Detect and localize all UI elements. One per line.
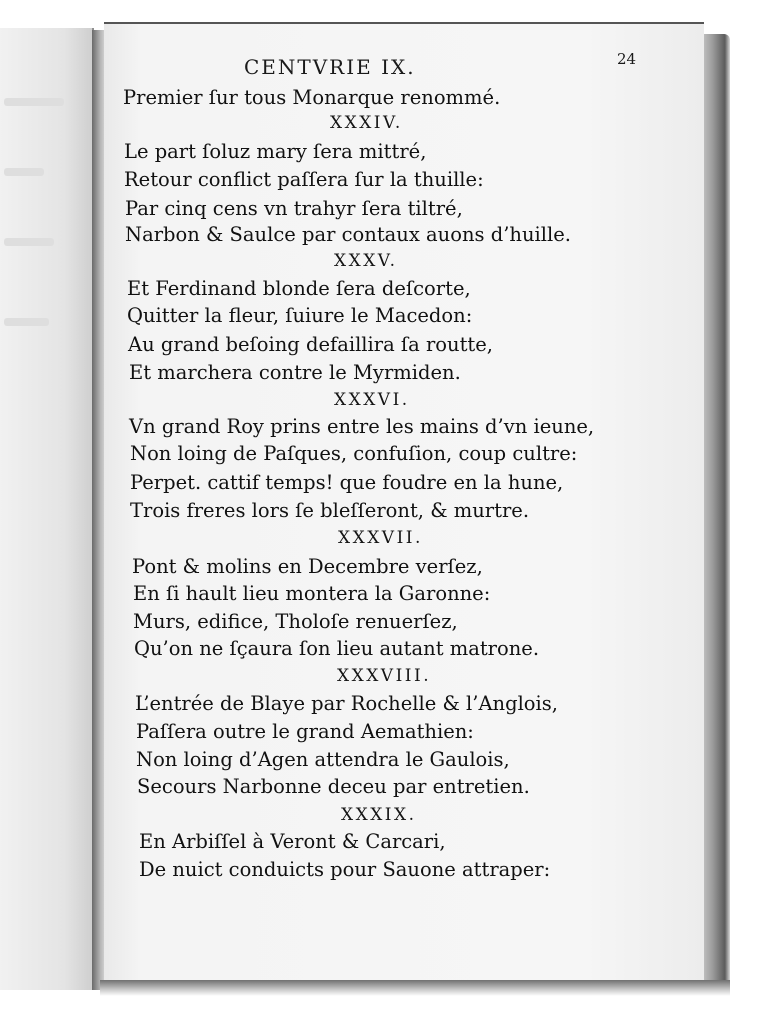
left-page-edge bbox=[0, 28, 94, 990]
quatrain-numeral: XXXVII. bbox=[338, 528, 423, 548]
verse-line: Vn grand Roy prins entre les mains d’vn ieune, bbox=[129, 415, 595, 438]
quatrain-numeral: XXXV. bbox=[334, 251, 398, 271]
verse-line: Secours Narbonne deceu par entretien. bbox=[137, 775, 530, 798]
verse-line: Par cinq cens vn trahyr ſera tiltré, bbox=[125, 197, 463, 220]
verse-line: Paſſera outre le grand Aemathien: bbox=[136, 720, 474, 743]
bleed-through-mark bbox=[4, 168, 44, 176]
verse-line: Non loing d’Agen attendra le Gaulois, bbox=[136, 748, 510, 771]
verse-line: En ſi hault lieu montera la Garonne: bbox=[133, 582, 491, 605]
verse-line: Narbon & Saulce par contaux auons d’huille. bbox=[125, 223, 571, 246]
quatrain-numeral: XXXVI. bbox=[334, 390, 410, 410]
verse-line: Qu’on ne ſçaura ſon lieu autant matrone. bbox=[134, 637, 540, 660]
verse-line: Et marchera contre le Myrmiden. bbox=[129, 361, 461, 384]
bleed-through-mark bbox=[4, 98, 64, 106]
verse-line: L’entrée de Blaye par Rochelle & l’Anglois, bbox=[135, 692, 558, 715]
quatrain-numeral: XXXIV. bbox=[330, 113, 403, 133]
verse-line: Quitter la fleur, ſuiure le Macedon: bbox=[127, 304, 473, 327]
verse-line: Le part ſoluz mary ſera mittré, bbox=[124, 140, 427, 163]
verse-line: Et Ferdinand blonde ſera deſcorte, bbox=[127, 277, 471, 300]
quatrain-numeral: XXXIX. bbox=[341, 805, 417, 825]
verse-line: Pont & molins en Decembre verſez, bbox=[132, 555, 483, 578]
verse-line: Non loing de Paſques, confuſion, coup cultre: bbox=[130, 442, 578, 465]
verse-line: Murs, edifice, Tholoſe renuerſez, bbox=[133, 610, 458, 633]
verse-line: De nuict conduicts pour Sauone attraper: bbox=[139, 858, 551, 881]
book-bottom-shadow bbox=[100, 980, 730, 996]
folio-number: 24 bbox=[617, 50, 637, 68]
verse-line: Trois freres lors ſe bleſſeront, & murtre. bbox=[130, 499, 530, 522]
bleed-through-mark bbox=[4, 238, 54, 246]
running-head: CENTVRIE IX. bbox=[244, 55, 416, 79]
verse-line: Perpet. cattif temps! que foudre en la hune, bbox=[130, 471, 564, 494]
verse-line: Premier ſur tous Monarque renommé. bbox=[123, 86, 501, 109]
bleed-through-mark bbox=[4, 318, 49, 326]
verse-line: Retour conflict paſſera ſur la thuille: bbox=[124, 168, 484, 191]
verse-line: Au grand beſoing defaillira ſa routte, bbox=[128, 333, 493, 356]
quatrain-numeral: XXXVIII. bbox=[337, 666, 432, 686]
verse-line: En Arbiſſel à Veront & Carcari, bbox=[139, 830, 446, 853]
